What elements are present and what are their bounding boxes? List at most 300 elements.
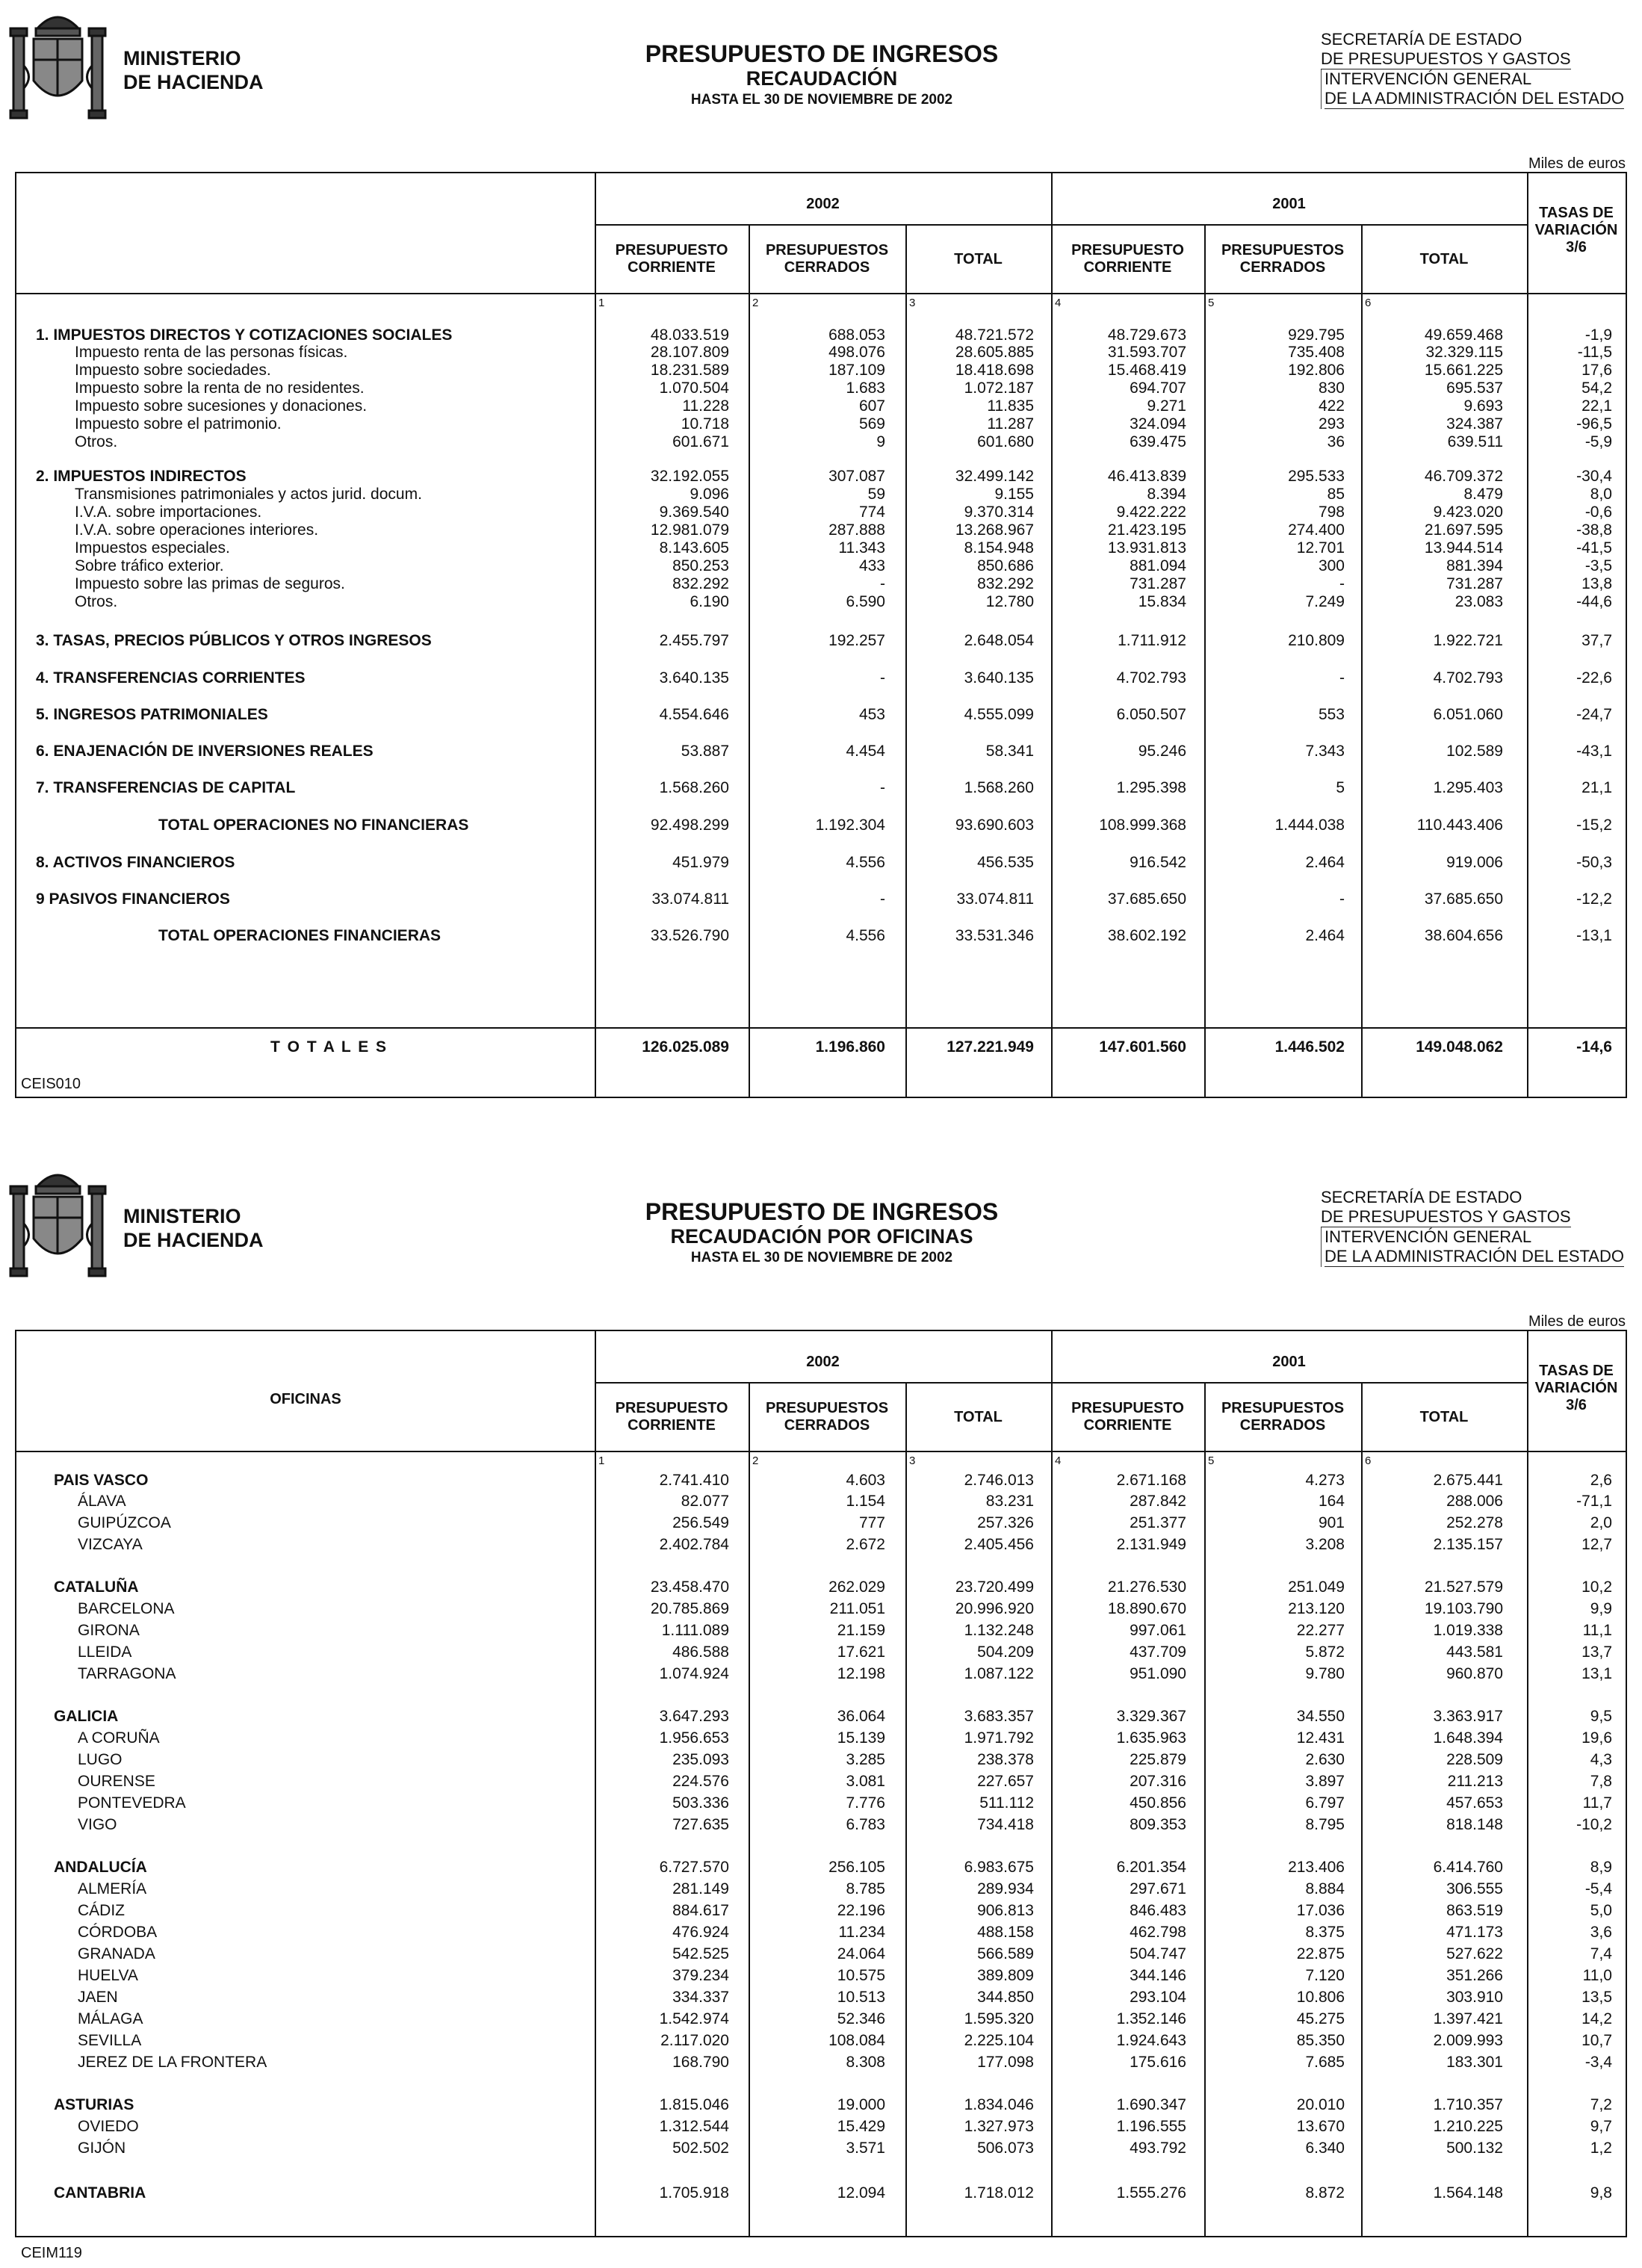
cell-value: 11,0 [1582, 1967, 1612, 1984]
cell-value: 850.686 [977, 557, 1034, 574]
cell-value: 906.813 [977, 1902, 1034, 1919]
cell-value: 213.406 [1288, 1859, 1345, 1876]
cell-value: 1.815.046 [659, 2096, 729, 2113]
cell-value: 1.555.276 [1116, 2184, 1186, 2202]
column-divider [749, 224, 750, 1097]
cell-value: 3.571 [846, 2140, 885, 2157]
cell-value: 22,1 [1581, 397, 1612, 415]
cell-value: 1.132.248 [964, 1622, 1034, 1639]
intervencion-line-2: DE LA ADMINISTRACIÓN DEL ESTADO [1325, 89, 1624, 108]
row-label: SEVILLA [78, 2032, 142, 2049]
header-line-2: CORRIENTE [1083, 1417, 1172, 1434]
cell-value: 207.316 [1130, 1773, 1186, 1790]
row-label: GIRONA [78, 1622, 140, 1639]
cell-value: 17,6 [1581, 362, 1612, 379]
cell-value: 1.210.225 [1433, 2118, 1503, 2135]
cell-value: -5,9 [1584, 433, 1612, 450]
cell-value: 48.721.572 [955, 326, 1034, 344]
cell-value: 7,4 [1590, 1945, 1612, 1962]
header-line-2: VARIACIÓN [1534, 222, 1618, 238]
cell-value: 83.231 [985, 1493, 1034, 1510]
cell-value: 2,0 [1590, 1514, 1612, 1531]
cell-value: 457.653 [1446, 1794, 1503, 1812]
cell-value: 951.090 [1130, 1665, 1186, 1682]
section-label: TOTAL OPERACIONES FINANCIERAS [158, 927, 442, 944]
cell-value: 389.809 [977, 1967, 1034, 1984]
cell-value: 344.850 [977, 1989, 1034, 2006]
cell-value: 293 [1318, 415, 1345, 433]
cell-value: 28.107.809 [650, 344, 729, 361]
cell-value: 1.192.304 [815, 817, 885, 834]
cell-value: 3.208 [1305, 1536, 1345, 1553]
row-label: GUIPÚZCOA [78, 1514, 171, 1531]
section-label: 1. IMPUESTOS DIRECTOS Y COTIZACIONES SOCIALES [36, 326, 453, 344]
row-label: Transmisiones patrimoniales y actos jurid. docum. [75, 486, 422, 503]
cell-value: 486.588 [672, 1643, 729, 1661]
cell-value: 2.464 [1305, 854, 1345, 871]
column-divider [1361, 224, 1363, 1097]
cell-value: 20.010 [1296, 2096, 1345, 2113]
totals-value: 1.196.860 [815, 1038, 885, 1056]
cell-value: 1.718.012 [964, 2184, 1034, 2202]
section-label: 8. ACTIVOS FINANCIEROS [36, 854, 235, 871]
cell-value: 1.705.918 [659, 2184, 729, 2202]
cell-value: 1.956.653 [659, 1729, 729, 1747]
cell-value: 1.019.338 [1433, 1622, 1503, 1639]
column-divider [905, 224, 907, 1097]
cell-value: 11.835 [987, 397, 1034, 415]
cell-value: 334.337 [672, 1989, 729, 2006]
cell-value: 2.402.784 [659, 1536, 729, 1553]
cell-value: 19.103.790 [1424, 1600, 1503, 1617]
cell-value: 224.576 [672, 1773, 729, 1790]
cell-value: 53.887 [681, 743, 729, 760]
cell-value: 500.132 [1446, 2140, 1503, 2157]
cell-value: 1.595.320 [964, 2010, 1034, 2027]
cell-value: 21.697.595 [1424, 521, 1503, 539]
cell-value: 1.690.347 [1116, 2096, 1186, 2113]
column-number: 4 [1055, 1454, 1062, 1467]
cell-value: 471.173 [1446, 1924, 1503, 1941]
column-divider [1204, 224, 1206, 1097]
cell-value: 48.033.519 [650, 326, 729, 344]
cell-value: 437.709 [1130, 1643, 1186, 1661]
cell-value: 504.747 [1130, 1945, 1186, 1962]
cell-value: 846.483 [1130, 1902, 1186, 1919]
header-line-2: CERRADOS [784, 259, 870, 276]
secretaria-line-1: SECRETARÍA DE ESTADO [1321, 1188, 1522, 1206]
cell-value: 287.888 [828, 521, 885, 539]
cell-value: 6.590 [846, 593, 885, 610]
cell-value: 13,5 [1581, 1989, 1612, 2006]
cell-value: 798 [1318, 504, 1345, 521]
cell-value: 884.617 [672, 1902, 729, 1919]
cell-value: 2.741.410 [659, 1472, 729, 1489]
cell-value: 15.139 [837, 1729, 885, 1747]
cell-value: 6.051.060 [1433, 706, 1503, 723]
cell-value: 37.685.650 [1424, 890, 1503, 908]
cell-value: 734.418 [977, 1816, 1034, 1833]
units-label: Miles de euros [1528, 1313, 1626, 1330]
oficinas-header: OFICINAS [270, 1391, 341, 1407]
intervencion-line-1: INTERVENCIÓN GENERAL [1321, 1227, 1624, 1247]
cell-value: 694.707 [1130, 379, 1186, 397]
cell-value: 1.568.260 [659, 779, 729, 796]
header-line-1: PRESUPUESTO [615, 242, 728, 258]
cell-value: 919.006 [1446, 854, 1503, 871]
cell-value: 351.266 [1446, 1967, 1503, 1984]
row-label: CÁDIZ [78, 1902, 125, 1919]
cell-value: 8.154.948 [964, 539, 1034, 557]
cell-value: 36.064 [837, 1708, 885, 1725]
cell-value: 15.468.419 [1107, 362, 1186, 379]
oficinas-table [15, 1330, 1627, 2237]
row-label: GRANADA [78, 1945, 155, 1962]
cell-value: 3.285 [846, 1751, 885, 1768]
cell-value: 12.198 [837, 1665, 885, 1682]
cell-value: 1.924.643 [1116, 2032, 1186, 2049]
cell-value: 23.083 [1454, 593, 1503, 610]
column-number: 2 [752, 297, 759, 309]
cell-value: 6.783 [846, 1816, 885, 1833]
cell-value: 17.621 [837, 1643, 885, 1661]
cell-value: 1.312.544 [659, 2118, 729, 2135]
cell-value: 32.329.115 [1425, 344, 1503, 361]
cell-value: 6.201.354 [1116, 1859, 1186, 1876]
row-label: ALMERÍA [78, 1880, 147, 1897]
ministry-name [123, 1204, 264, 1252]
cell-value: 344.146 [1130, 1967, 1186, 1984]
cell-value: 3,6 [1590, 1924, 1612, 1941]
cell-value: 4.556 [846, 927, 885, 944]
cell-value: 262.029 [828, 1578, 885, 1596]
total-header: TOTAL [1419, 1409, 1469, 1425]
totals-value: -14,6 [1576, 1038, 1612, 1056]
cell-value: 1.648.394 [1433, 1729, 1503, 1747]
cell-value: - [880, 669, 885, 687]
cell-value: 456.535 [977, 854, 1034, 871]
cell-value: -24,7 [1576, 706, 1612, 723]
cell-value: 1.635.963 [1116, 1729, 1186, 1747]
cell-value: 21,1 [1581, 779, 1612, 796]
cell-value: 850.253 [672, 557, 729, 574]
cell-value: 527.622 [1446, 1945, 1503, 1962]
cell-value: 3.647.293 [659, 1708, 729, 1725]
section-label: GALICIA [54, 1708, 119, 1725]
header-line-1: PRESUPUESTO [1071, 1400, 1184, 1416]
column-number: 5 [1208, 297, 1215, 309]
presupuesto-corriente-header [595, 1400, 749, 1434]
cell-value: -41,5 [1576, 539, 1612, 557]
cell-value: 443.581 [1446, 1643, 1503, 1661]
cell-value: 85 [1327, 486, 1345, 503]
row-label: OVIEDO [78, 2118, 139, 2135]
cell-value: -44,6 [1576, 593, 1612, 610]
cell-value: 288.006 [1446, 1493, 1503, 1510]
cell-value: 34.550 [1296, 1708, 1345, 1725]
year-2002-header: 2002 [806, 196, 840, 212]
cell-value: 9,7 [1590, 2118, 1612, 2135]
cell-value: 881.394 [1446, 557, 1503, 574]
section-label: CANTABRIA [54, 2184, 146, 2202]
header-line-1: TASAS DE [1539, 1363, 1614, 1379]
ministry-line-2: DE HACIENDA [123, 71, 264, 93]
cell-value: 256.549 [672, 1514, 729, 1531]
cell-value: 462.798 [1130, 1924, 1186, 1941]
row-label: HUELVA [78, 1967, 138, 1984]
cell-value: 289.934 [977, 1880, 1034, 1897]
cell-value: 108.084 [828, 2032, 885, 2049]
cell-value: 809.353 [1130, 1816, 1186, 1833]
cell-value: 324.387 [1446, 415, 1503, 433]
cell-value: 12.094 [837, 2184, 885, 2202]
cell-value: 110.443.406 [1416, 817, 1503, 834]
cell-value: 4.702.793 [1116, 669, 1186, 687]
cell-value: 9,8 [1590, 2184, 1612, 2202]
secretaria-line-2: DE PRESUPUESTOS Y GASTOS [1321, 1207, 1571, 1226]
cell-value: 2.464 [1305, 927, 1345, 944]
cell-value: 10.806 [1296, 1989, 1345, 2006]
presupuesto-corriente-header [1051, 1400, 1204, 1434]
cell-value: 2.455.797 [659, 632, 729, 649]
cell-value: 493.792 [1130, 2140, 1186, 2157]
cell-value: 453 [858, 706, 885, 723]
subtitle: RECAUDACIÓN [746, 67, 898, 90]
cell-value: 1.327.973 [964, 2118, 1034, 2135]
column-divider [749, 1382, 750, 2236]
totals-divider-line [16, 1027, 1626, 1029]
total-header: TOTAL [954, 1409, 1003, 1425]
presupuestos-cerrados-header [1204, 1400, 1361, 1434]
cell-value: 2.135.157 [1433, 1536, 1503, 1553]
presupuestos-cerrados-header [749, 242, 905, 276]
cell-value: 6.983.675 [964, 1859, 1034, 1876]
column-divider [1051, 1331, 1053, 2236]
cell-value: 2.131.949 [1116, 1536, 1186, 1553]
totals-value: 149.048.062 [1416, 1038, 1503, 1056]
cell-value: 8.785 [846, 1880, 885, 1897]
section-label: 9 PASIVOS FINANCIEROS [36, 890, 230, 908]
cell-value: 7.343 [1305, 743, 1345, 760]
cell-value: 7.249 [1305, 593, 1345, 610]
cell-value: 108.999.368 [1099, 817, 1186, 834]
units-label: Miles de euros [1528, 155, 1626, 172]
totals-label: T O T A L E S [270, 1038, 388, 1056]
totals-value: 126.025.089 [642, 1038, 729, 1056]
header-line-1: PRESUPUESTO [615, 1400, 728, 1416]
cell-value: 511.112 [979, 1794, 1034, 1812]
cell-value: 324.094 [1130, 415, 1186, 433]
header-line-2: VARIACIÓN [1534, 1380, 1618, 1396]
cell-value: 451.979 [672, 854, 729, 871]
cell-value: 54,2 [1581, 379, 1612, 397]
row-label: A CORUÑA [78, 1729, 160, 1747]
cell-value: 3.363.917 [1433, 1708, 1503, 1725]
cell-value: 553 [1318, 706, 1345, 723]
cell-value: 12,7 [1581, 1536, 1612, 1553]
presupuestos-cerrados-header [749, 1400, 905, 1434]
cell-value: 45.275 [1296, 2010, 1345, 2027]
cell-value: 13,1 [1581, 1665, 1612, 1682]
cell-value: 3.329.367 [1116, 1708, 1186, 1725]
recaudacion-table [15, 172, 1627, 1098]
column-number: 3 [909, 1454, 916, 1467]
cell-value: 2.675.441 [1433, 1472, 1503, 1489]
cell-value: 8.872 [1305, 2184, 1345, 2202]
section-label: 2. IMPUESTOS INDIRECTOS [36, 468, 247, 485]
row-label: Impuesto sobre la renta de no residentes. [75, 379, 365, 397]
cell-value: 639.511 [1447, 433, 1503, 450]
cell-value: 2.672 [846, 1536, 885, 1553]
cell-value: 38.602.192 [1107, 927, 1186, 944]
page-recaudacion [0, 0, 1642, 1113]
cell-value: 38.604.656 [1424, 927, 1503, 944]
cell-value: 9.370.314 [964, 504, 1034, 521]
header-line-2: CORRIENTE [1083, 259, 1172, 276]
secretaria-line-2: DE PRESUPUESTOS Y GASTOS [1321, 49, 1571, 68]
cell-value: -1,9 [1584, 326, 1612, 344]
cell-value: -43,1 [1576, 743, 1612, 760]
cell-value: -3,5 [1584, 557, 1612, 574]
report-date: HASTA EL 30 DE NOVIEMBRE DE 2002 [690, 1250, 953, 1265]
cell-value: 4.554.646 [659, 706, 729, 723]
cell-value: 1.711.912 [1118, 632, 1186, 649]
cell-value: 1.397.421 [1433, 2010, 1503, 2027]
coat-of-arms-icon [7, 1164, 108, 1280]
cell-value: -3,4 [1584, 2054, 1612, 2071]
header-line-1: PRESUPUESTOS [765, 242, 889, 258]
row-label: LLEIDA [78, 1643, 132, 1661]
cell-value: 33.531.346 [955, 927, 1034, 944]
column-divider [1204, 1382, 1206, 2236]
column-number: 4 [1055, 297, 1062, 309]
column-number: 6 [1365, 1454, 1372, 1467]
cell-value: 210.809 [1288, 632, 1345, 649]
cell-value: 863.519 [1446, 1902, 1503, 1919]
cell-value: 916.542 [1130, 854, 1186, 871]
cell-value: 22.196 [837, 1902, 885, 1919]
cell-value: 5,0 [1590, 1902, 1612, 1919]
row-label: PONTEVEDRA [78, 1794, 186, 1812]
row-label: TARRAGONA [78, 1665, 176, 1682]
secretaria-block [1321, 1188, 1624, 1267]
page-recaudacion-oficinas [0, 1158, 1642, 2268]
cell-value: 7,8 [1590, 1773, 1612, 1790]
row-label: BARCELONA [78, 1600, 175, 1617]
cell-value: 1.070.504 [659, 379, 729, 397]
cell-value: 48.729.673 [1107, 326, 1186, 344]
header-line-2: CERRADOS [784, 1417, 870, 1434]
cell-value: 21.276.530 [1107, 1578, 1186, 1596]
cell-value: 13.670 [1296, 2118, 1345, 2135]
column-number: 1 [598, 297, 605, 309]
cell-value: 18.231.589 [650, 362, 729, 379]
total-header: TOTAL [954, 251, 1003, 267]
cell-value: 257.326 [977, 1514, 1034, 1531]
column-divider [1361, 1382, 1363, 2236]
cell-value: 12.780 [985, 593, 1034, 610]
cell-value: 503.336 [672, 1794, 729, 1812]
cell-value: 10.575 [837, 1967, 885, 1984]
cell-value: 31.593.707 [1107, 344, 1186, 361]
cell-value: 960.870 [1446, 1665, 1503, 1682]
cell-value: 688.053 [828, 326, 885, 344]
cell-value: 297.671 [1130, 1880, 1186, 1897]
cell-value: 1.683 [846, 379, 885, 397]
row-label: Impuesto sobre sucesiones y donaciones. [75, 397, 368, 415]
section-label: 3. TASAS, PRECIOS PÚBLICOS Y OTROS INGRESOS [36, 632, 432, 649]
cell-value: 2.405.456 [964, 1536, 1034, 1553]
cell-value: -10,2 [1576, 1816, 1612, 1833]
column-divider [905, 1382, 907, 2236]
cell-value: 59 [867, 486, 885, 503]
cell-value: 183.301 [1446, 2054, 1503, 2071]
row-label: LUGO [78, 1751, 123, 1768]
cell-value: 379.234 [672, 1967, 729, 1984]
cell-value: 1.295.398 [1116, 779, 1186, 796]
row-label: CÓRDOBA [78, 1924, 158, 1941]
cell-value: 997.061 [1130, 1622, 1186, 1639]
cell-value: 3.897 [1305, 1773, 1345, 1790]
cell-value: 774 [858, 504, 885, 521]
row-label: I.V.A. sobre operaciones interiores. [75, 521, 319, 539]
cell-value: 225.879 [1130, 1751, 1186, 1768]
header-line-2: CORRIENTE [628, 259, 716, 276]
cell-value: 33.074.811 [651, 890, 729, 908]
cell-value: 10.513 [837, 1989, 885, 2006]
cell-value: 52.346 [837, 2010, 885, 2027]
cell-value: 10,7 [1581, 2032, 1612, 2049]
column-divider [1051, 173, 1053, 1097]
row-label: Impuesto sobre sociedades. [75, 362, 271, 379]
year-divider-line [595, 224, 1527, 226]
cell-value: 11.234 [838, 1924, 885, 1941]
row-label: MÁLAGA [78, 2010, 143, 2027]
cell-value: 1,2 [1590, 2140, 1612, 2157]
coat-of-arms-icon [7, 6, 108, 122]
secretaria-block [1321, 30, 1624, 109]
header-bottom-line [16, 1451, 1626, 1452]
cell-value: 300 [1318, 557, 1345, 574]
cell-value: 11,7 [1582, 1794, 1612, 1812]
cell-value: 8.884 [1305, 1880, 1345, 1897]
cell-value: 23.720.499 [955, 1578, 1034, 1596]
footer-code: CEIM119 [21, 2245, 82, 2261]
cell-value: 1.542.974 [659, 2010, 729, 2027]
cell-value: 33.526.790 [650, 927, 729, 944]
cell-value: 11,1 [1582, 1622, 1612, 1639]
year-divider-line [595, 1382, 1527, 1384]
cell-value: - [1339, 890, 1345, 908]
cell-value: 92.498.299 [650, 817, 729, 834]
secretaria-line-1: SECRETARÍA DE ESTADO [1321, 30, 1522, 49]
cell-value: 13.944.514 [1424, 539, 1503, 557]
header-line-1: PRESUPUESTOS [1221, 242, 1345, 258]
cell-value: 177.098 [977, 2054, 1034, 2071]
cell-value: 2.671.168 [1116, 1472, 1186, 1489]
cell-value: 13.268.967 [955, 521, 1034, 539]
header-line-1: TASAS DE [1539, 205, 1614, 221]
title: PRESUPUESTO DE INGRESOS [645, 1198, 999, 1225]
cell-value: 251.049 [1288, 1578, 1345, 1596]
ministry-line-1: MINISTERIO [123, 47, 241, 69]
cell-value: 9,5 [1590, 1708, 1612, 1725]
cell-value: 569 [858, 415, 885, 433]
presupuesto-corriente-header [595, 242, 749, 276]
cell-value: 211.213 [1447, 1773, 1503, 1790]
section-label: 4. TRANSFERENCIAS CORRIENTES [36, 669, 306, 687]
cell-value: -15,2 [1576, 817, 1612, 834]
